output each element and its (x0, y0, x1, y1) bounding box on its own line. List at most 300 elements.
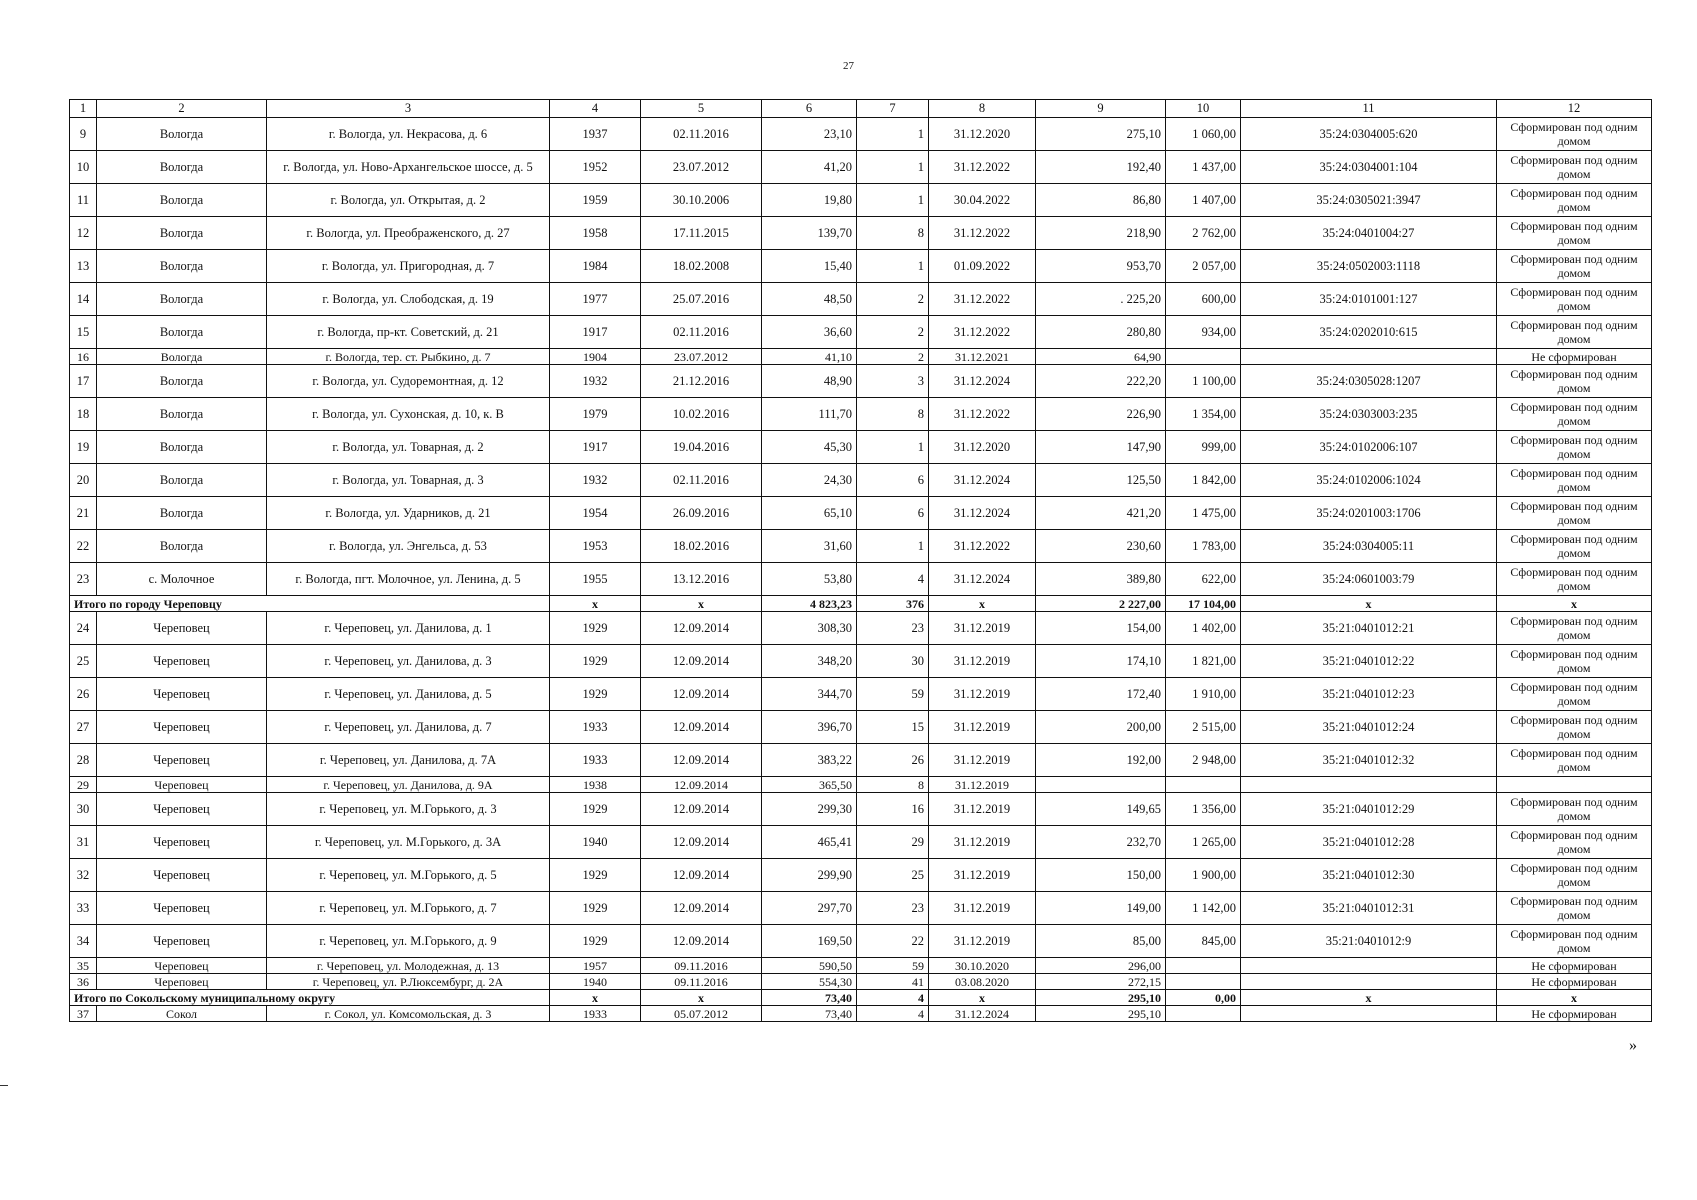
year-built-cell: 1929 (550, 859, 641, 892)
table-row (70, 826, 1652, 859)
area-cell: 465,41 (762, 826, 857, 859)
address-cell: г. Вологда, ул. Судоремонтная, д. 12 (267, 365, 550, 398)
cadastral-number-cell: 35:21:0401012:23 (1241, 678, 1497, 711)
year-built-cell: 1955 (550, 563, 641, 596)
plot-area-cell: 64,90 (1036, 349, 1166, 365)
year-built-cell: 1929 (550, 892, 641, 925)
status-cell: Сформирован под одним домом (1497, 283, 1652, 316)
status-cell: Не сформирован (1497, 1006, 1652, 1022)
plot-area-cell: 222,20 (1036, 365, 1166, 398)
address-cell: г. Вологда, ул. Ново-Архангельское шоссе, д. 5 (267, 151, 550, 184)
status-cell: Сформирован под одним домом (1497, 151, 1652, 184)
year-built-cell: 1929 (550, 925, 641, 958)
deadline-cell: 31.12.2019 (929, 793, 1036, 826)
cadastral-number-cell: 35:24:0202010:615 (1241, 316, 1497, 349)
plot-area-cell: 295,10 (1036, 1006, 1166, 1022)
year-built-cell: 1937 (550, 118, 641, 151)
date-cell: 02.11.2016 (641, 316, 762, 349)
residents-cell: 8 (857, 777, 929, 793)
residents-cell: 8 (857, 217, 929, 250)
table-row (70, 563, 1652, 596)
row-number-cell: 22 (70, 530, 97, 563)
residents-cell: 30 (857, 645, 929, 678)
subtotal-cell: x (929, 596, 1036, 612)
date-cell: 25.07.2016 (641, 283, 762, 316)
deadline-cell: 31.12.2024 (929, 563, 1036, 596)
address-cell: г. Вологда, ул. Энгельса, д. 53 (267, 530, 550, 563)
table-row (70, 184, 1652, 217)
subtotal-cell: x (641, 990, 762, 1006)
locality-cell: Сокол (97, 1006, 267, 1022)
status-cell: Сформирован под одним домом (1497, 645, 1652, 678)
cadastral-value-cell: 2 762,00 (1166, 217, 1241, 250)
residents-cell: 59 (857, 958, 929, 974)
address-cell: г. Череповец, ул. Данилова, д. 5 (267, 678, 550, 711)
locality-cell: Вологда (97, 316, 267, 349)
area-cell: 139,70 (762, 217, 857, 250)
deadline-cell: 31.12.2022 (929, 283, 1036, 316)
plot-area-cell: 147,90 (1036, 431, 1166, 464)
residents-cell: 1 (857, 530, 929, 563)
table-row (70, 678, 1652, 711)
locality-cell: Череповец (97, 958, 267, 974)
row-number-cell: 18 (70, 398, 97, 431)
area-cell: 383,22 (762, 744, 857, 777)
status-cell: Сформирован под одним домом (1497, 793, 1652, 826)
area-cell: 53,80 (762, 563, 857, 596)
status-cell: Сформирован под одним домом (1497, 744, 1652, 777)
row-number-cell: 37 (70, 1006, 97, 1022)
row-number-cell: 36 (70, 974, 97, 990)
locality-cell: с. Молочное (97, 563, 267, 596)
column-header: 12 (1497, 100, 1652, 118)
locality-cell: Череповец (97, 793, 267, 826)
column-header: 7 (857, 100, 929, 118)
date-cell: 30.10.2006 (641, 184, 762, 217)
locality-cell: Вологда (97, 349, 267, 365)
plot-area-cell: 174,10 (1036, 645, 1166, 678)
residents-cell: 26 (857, 744, 929, 777)
residents-cell: 22 (857, 925, 929, 958)
row-number-cell: 28 (70, 744, 97, 777)
cadastral-number-cell: 35:24:0303003:235 (1241, 398, 1497, 431)
residents-cell: 1 (857, 250, 929, 283)
year-built-cell: 1933 (550, 1006, 641, 1022)
cadastral-value-cell: 1 142,00 (1166, 892, 1241, 925)
locality-cell: Вологда (97, 283, 267, 316)
deadline-cell: 31.12.2019 (929, 744, 1036, 777)
cadastral-value-cell: 1 783,00 (1166, 530, 1241, 563)
cadastral-number-cell: 35:21:0401012:29 (1241, 793, 1497, 826)
table-row (70, 645, 1652, 678)
subtotal-cell: 295,10 (1036, 990, 1166, 1006)
year-built-cell: 1904 (550, 349, 641, 365)
area-cell: 31,60 (762, 530, 857, 563)
status-cell: Сформирован под одним домом (1497, 925, 1652, 958)
year-built-cell: 1932 (550, 365, 641, 398)
address-cell: г. Вологда, ул. Товарная, д. 2 (267, 431, 550, 464)
subtotal-row (70, 596, 1652, 612)
date-cell: 12.09.2014 (641, 892, 762, 925)
row-number-cell: 12 (70, 217, 97, 250)
status-cell: Сформирован под одним домом (1497, 365, 1652, 398)
deadline-cell: 31.12.2022 (929, 530, 1036, 563)
cadastral-value-cell: 1 821,00 (1166, 645, 1241, 678)
residents-cell: 2 (857, 316, 929, 349)
status-cell: Сформирован под одним домом (1497, 184, 1652, 217)
deadline-cell: 31.12.2022 (929, 316, 1036, 349)
status-cell: Сформирован под одним домом (1497, 217, 1652, 250)
locality-cell: Череповец (97, 744, 267, 777)
locality-cell: Вологда (97, 398, 267, 431)
cadastral-value-cell: 1 407,00 (1166, 184, 1241, 217)
area-cell: 590,50 (762, 958, 857, 974)
cadastral-number-cell (1241, 974, 1497, 990)
year-built-cell: 1952 (550, 151, 641, 184)
table-row (70, 711, 1652, 744)
status-cell: Сформирован под одним домом (1497, 826, 1652, 859)
subtotal-cell: x (1241, 990, 1497, 1006)
plot-area-cell: 272,15 (1036, 974, 1166, 990)
cadastral-value-cell: 600,00 (1166, 283, 1241, 316)
column-header: 8 (929, 100, 1036, 118)
area-cell: 344,70 (762, 678, 857, 711)
address-cell: г. Вологда, ул. Некрасова, д. 6 (267, 118, 550, 151)
locality-cell: Череповец (97, 612, 267, 645)
row-number-cell: 35 (70, 958, 97, 974)
locality-cell: Вологда (97, 497, 267, 530)
year-built-cell: 1979 (550, 398, 641, 431)
date-cell: 12.09.2014 (641, 793, 762, 826)
table-row (70, 250, 1652, 283)
cadastral-value-cell: 1 402,00 (1166, 612, 1241, 645)
subtotal-cell: x (1497, 990, 1652, 1006)
row-number-cell: 21 (70, 497, 97, 530)
plot-area-cell (1036, 777, 1166, 793)
deadline-cell: 31.12.2022 (929, 398, 1036, 431)
deadline-cell: 31.12.2022 (929, 217, 1036, 250)
row-number-cell: 23 (70, 563, 97, 596)
area-cell: 554,30 (762, 974, 857, 990)
date-cell: 19.04.2016 (641, 431, 762, 464)
locality-cell: Вологда (97, 530, 267, 563)
cadastral-value-cell: 2 515,00 (1166, 711, 1241, 744)
date-cell: 18.02.2016 (641, 530, 762, 563)
status-cell: Сформирован под одним домом (1497, 711, 1652, 744)
cadastral-number-cell: 35:24:0101001:127 (1241, 283, 1497, 316)
table-row (70, 349, 1652, 365)
area-cell: 73,40 (762, 1006, 857, 1022)
cadastral-number-cell: 35:21:0401012:32 (1241, 744, 1497, 777)
cadastral-value-cell: 1 060,00 (1166, 118, 1241, 151)
address-cell: г. Сокол, ул. Комсомольская, д. 3 (267, 1006, 550, 1022)
locality-cell: Вологда (97, 118, 267, 151)
area-cell: 41,10 (762, 349, 857, 365)
residents-cell: 1 (857, 151, 929, 184)
subtotal-label: Итого по городу Череповцу (70, 596, 550, 612)
subtotal-cell: 0,00 (1166, 990, 1241, 1006)
deadline-cell: 30.04.2022 (929, 184, 1036, 217)
deadline-cell: 31.12.2024 (929, 365, 1036, 398)
column-header: 6 (762, 100, 857, 118)
locality-cell: Вологда (97, 151, 267, 184)
cadastral-value-cell: 1 265,00 (1166, 826, 1241, 859)
locality-cell: Череповец (97, 859, 267, 892)
date-cell: 02.11.2016 (641, 118, 762, 151)
year-built-cell: 1938 (550, 777, 641, 793)
column-header: 5 (641, 100, 762, 118)
status-cell: Сформирован под одним домом (1497, 497, 1652, 530)
locality-cell: Вологда (97, 217, 267, 250)
area-cell: 297,70 (762, 892, 857, 925)
cadastral-number-cell: 35:24:0201003:1706 (1241, 497, 1497, 530)
plot-area-cell: 172,40 (1036, 678, 1166, 711)
area-cell: 365,50 (762, 777, 857, 793)
cadastral-value-cell: 1 354,00 (1166, 398, 1241, 431)
area-cell: 65,10 (762, 497, 857, 530)
deadline-cell: 31.12.2022 (929, 151, 1036, 184)
status-cell: Сформирован под одним домом (1497, 431, 1652, 464)
row-number-cell: 25 (70, 645, 97, 678)
date-cell: 21.12.2016 (641, 365, 762, 398)
area-cell: 396,70 (762, 711, 857, 744)
locality-cell: Череповец (97, 711, 267, 744)
deadline-cell: 31.12.2019 (929, 612, 1036, 645)
area-cell: 48,90 (762, 365, 857, 398)
year-built-cell: 1929 (550, 645, 641, 678)
row-number-cell: 11 (70, 184, 97, 217)
cadastral-value-cell: 999,00 (1166, 431, 1241, 464)
residents-cell: 6 (857, 497, 929, 530)
address-cell: г. Вологда, ул. Ударников, д. 21 (267, 497, 550, 530)
deadline-cell: 31.12.2021 (929, 349, 1036, 365)
residents-cell: 59 (857, 678, 929, 711)
subtotal-cell: x (929, 990, 1036, 1006)
address-cell: г. Вологда, тер. ст. Рыбкино, д. 7 (267, 349, 550, 365)
date-cell: 12.09.2014 (641, 678, 762, 711)
cadastral-number-cell: 35:24:0102006:107 (1241, 431, 1497, 464)
subtotal-cell: 4 (857, 990, 929, 1006)
cadastral-number-cell: 35:24:0304005:11 (1241, 530, 1497, 563)
year-built-cell: 1932 (550, 464, 641, 497)
locality-cell: Череповец (97, 974, 267, 990)
locality-cell: Вологда (97, 464, 267, 497)
cadastral-number-cell: 35:21:0401012:31 (1241, 892, 1497, 925)
cadastral-value-cell: 845,00 (1166, 925, 1241, 958)
deadline-cell: 31.12.2019 (929, 925, 1036, 958)
table-row (70, 398, 1652, 431)
residents-cell: 2 (857, 349, 929, 365)
status-cell: Не сформирован (1497, 974, 1652, 990)
plot-area-cell: 389,80 (1036, 563, 1166, 596)
deadline-cell: 31.12.2024 (929, 1006, 1036, 1022)
date-cell: 02.11.2016 (641, 464, 762, 497)
row-number-cell: 9 (70, 118, 97, 151)
column-header: 10 (1166, 100, 1241, 118)
area-cell: 299,90 (762, 859, 857, 892)
plot-area-cell: 86,80 (1036, 184, 1166, 217)
table-row (70, 464, 1652, 497)
subtotal-cell: 376 (857, 596, 929, 612)
table-row (70, 974, 1652, 990)
status-cell: Не сформирован (1497, 349, 1652, 365)
subtotal-row (70, 990, 1652, 1006)
plot-area-cell: . 225,20 (1036, 283, 1166, 316)
area-cell: 19,80 (762, 184, 857, 217)
address-cell: г. Череповец, ул. Данилова, д. 7А (267, 744, 550, 777)
locality-cell: Череповец (97, 777, 267, 793)
subtotal-cell: x (1241, 596, 1497, 612)
cadastral-number-cell: 35:24:0401004:27 (1241, 217, 1497, 250)
plot-area-cell: 192,00 (1036, 744, 1166, 777)
cadastral-value-cell: 934,00 (1166, 316, 1241, 349)
date-cell: 13.12.2016 (641, 563, 762, 596)
margin-dash (0, 1085, 8, 1086)
locality-cell: Череповец (97, 826, 267, 859)
area-cell: 169,50 (762, 925, 857, 958)
date-cell: 26.09.2016 (641, 497, 762, 530)
cadastral-value-cell (1166, 974, 1241, 990)
year-built-cell: 1917 (550, 431, 641, 464)
year-built-cell: 1933 (550, 711, 641, 744)
date-cell: 12.09.2014 (641, 777, 762, 793)
deadline-cell: 01.09.2022 (929, 250, 1036, 283)
residents-cell: 4 (857, 1006, 929, 1022)
address-cell: г. Череповец, ул. Р.Люксембург, д. 2А (267, 974, 550, 990)
subtotal-label: Итого по Сокольскому муниципальному округу (70, 990, 550, 1006)
cadastral-number-cell: 35:21:0401012:22 (1241, 645, 1497, 678)
cadastral-number-cell: 35:21:0401012:21 (1241, 612, 1497, 645)
date-cell: 18.02.2008 (641, 250, 762, 283)
table-row (70, 283, 1652, 316)
residents-cell: 16 (857, 793, 929, 826)
plot-area-cell: 150,00 (1036, 859, 1166, 892)
cadastral-number-cell: 35:21:0401012:30 (1241, 859, 1497, 892)
cadastral-number-cell: 35:24:0102006:1024 (1241, 464, 1497, 497)
cadastral-value-cell: 622,00 (1166, 563, 1241, 596)
status-cell: Сформирован под одним домом (1497, 530, 1652, 563)
cadastral-value-cell: 1 100,00 (1166, 365, 1241, 398)
cadastral-number-cell: 35:21:0401012:28 (1241, 826, 1497, 859)
subtotal-cell: x (1497, 596, 1652, 612)
row-number-cell: 19 (70, 431, 97, 464)
plot-area-cell: 953,70 (1036, 250, 1166, 283)
plot-area-cell: 232,70 (1036, 826, 1166, 859)
residents-cell: 3 (857, 365, 929, 398)
cadastral-number-cell: 35:21:0401012:24 (1241, 711, 1497, 744)
locality-cell: Череповец (97, 645, 267, 678)
table-body (70, 118, 1652, 1022)
table-row (70, 612, 1652, 645)
row-number-cell: 27 (70, 711, 97, 744)
table-row (70, 151, 1652, 184)
column-numbers-row (70, 100, 1652, 118)
cadastral-number-cell: 35:24:0305021:3947 (1241, 184, 1497, 217)
year-built-cell: 1957 (550, 958, 641, 974)
plot-area-cell: 85,00 (1036, 925, 1166, 958)
cadastral-number-cell: 35:24:0601003:79 (1241, 563, 1497, 596)
plot-area-cell: 149,00 (1036, 892, 1166, 925)
status-cell: Сформирован под одним домом (1497, 612, 1652, 645)
status-cell: Сформирован под одним домом (1497, 398, 1652, 431)
area-cell: 299,30 (762, 793, 857, 826)
table-row (70, 118, 1652, 151)
locality-cell: Вологда (97, 431, 267, 464)
deadline-cell: 03.08.2020 (929, 974, 1036, 990)
row-number-cell: 30 (70, 793, 97, 826)
deadline-cell: 31.12.2019 (929, 711, 1036, 744)
cadastral-value-cell (1166, 777, 1241, 793)
year-built-cell: 1958 (550, 217, 641, 250)
deadline-cell: 31.12.2024 (929, 464, 1036, 497)
table-row (70, 777, 1652, 793)
cadastral-value-cell (1166, 1006, 1241, 1022)
area-cell: 111,70 (762, 398, 857, 431)
table-row (70, 925, 1652, 958)
column-header: 3 (267, 100, 550, 118)
area-cell: 15,40 (762, 250, 857, 283)
plot-area-cell: 230,60 (1036, 530, 1166, 563)
area-cell: 23,10 (762, 118, 857, 151)
row-number-cell: 14 (70, 283, 97, 316)
year-built-cell: 1940 (550, 826, 641, 859)
cadastral-value-cell (1166, 349, 1241, 365)
residents-cell: 15 (857, 711, 929, 744)
table-row (70, 958, 1652, 974)
table-row (70, 497, 1652, 530)
residents-cell: 25 (857, 859, 929, 892)
deadline-cell: 30.10.2020 (929, 958, 1036, 974)
residents-cell: 1 (857, 431, 929, 464)
deadline-cell: 31.12.2019 (929, 826, 1036, 859)
date-cell: 12.09.2014 (641, 744, 762, 777)
year-built-cell: 1929 (550, 793, 641, 826)
row-number-cell: 20 (70, 464, 97, 497)
deadline-cell: 31.12.2019 (929, 777, 1036, 793)
area-cell: 48,50 (762, 283, 857, 316)
row-number-cell: 34 (70, 925, 97, 958)
table-row (70, 217, 1652, 250)
row-number-cell: 33 (70, 892, 97, 925)
cadastral-number-cell: 35:24:0502003:1118 (1241, 250, 1497, 283)
plot-area-cell: 149,65 (1036, 793, 1166, 826)
row-number-cell: 24 (70, 612, 97, 645)
table-row (70, 365, 1652, 398)
area-cell: 45,30 (762, 431, 857, 464)
year-built-cell: 1959 (550, 184, 641, 217)
address-cell: г. Череповец, ул. Молодежная, д. 13 (267, 958, 550, 974)
year-built-cell: 1953 (550, 530, 641, 563)
subtotal-cell: x (550, 596, 641, 612)
table-row (70, 316, 1652, 349)
area-cell: 24,30 (762, 464, 857, 497)
residents-cell: 2 (857, 283, 929, 316)
address-cell: г. Вологда, ул. Открытая, д. 2 (267, 184, 550, 217)
row-number-cell: 10 (70, 151, 97, 184)
address-cell: г. Вологда, пгт. Молочное, ул. Ленина, д. 5 (267, 563, 550, 596)
address-cell: г. Череповец, ул. Данилова, д. 1 (267, 612, 550, 645)
cadastral-number-cell: 35:24:0305028:1207 (1241, 365, 1497, 398)
column-header: 2 (97, 100, 267, 118)
year-built-cell: 1933 (550, 744, 641, 777)
residents-cell: 4 (857, 563, 929, 596)
plot-area-cell: 280,80 (1036, 316, 1166, 349)
status-cell: Сформирован под одним домом (1497, 464, 1652, 497)
year-built-cell: 1917 (550, 316, 641, 349)
table-row (70, 859, 1652, 892)
status-cell: Сформирован под одним домом (1497, 563, 1652, 596)
subtotal-cell: x (550, 990, 641, 1006)
